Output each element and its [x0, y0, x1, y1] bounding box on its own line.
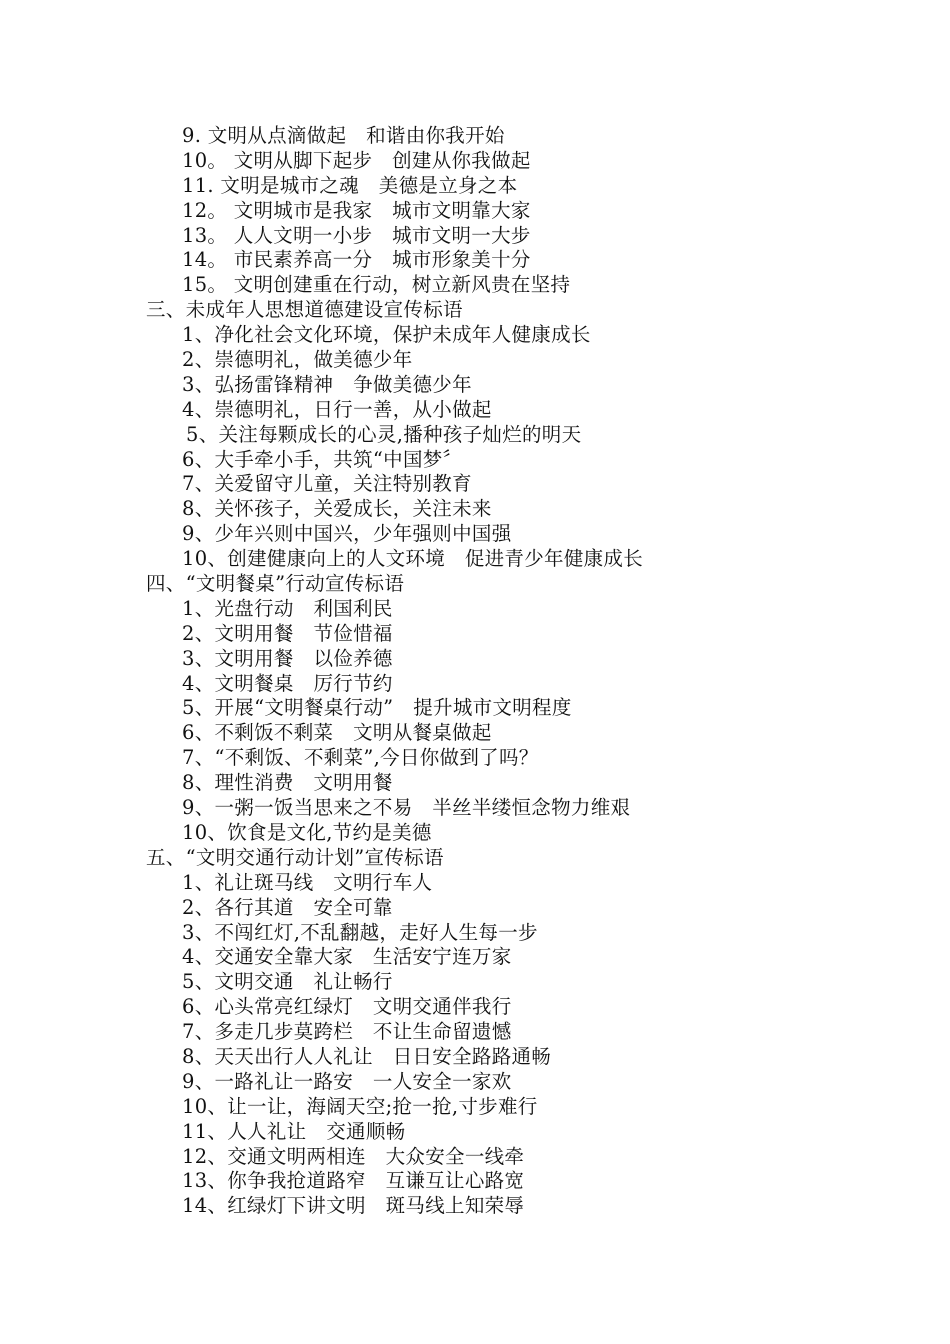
slogan-line: 10。 文明从脚下起步 创建从你我做起 — [182, 148, 531, 172]
slogan-line: 2、崇德明礼，做美德少年 — [182, 348, 413, 372]
slogan-line: 9、少年兴则中国兴，少年强则中国强 — [182, 522, 512, 546]
slogan-line: 1、净化社会文化环境，保护未成年人健康成长 — [182, 323, 591, 347]
slogan-line: 10、创建健康向上的人文环境 促进青少年健康成长 — [182, 547, 644, 571]
slogan-line: 3、文明用餐 以俭养德 — [182, 646, 393, 670]
document-page — [0, 124, 950, 1219]
slogan-line: 4、崇德明礼，日行一善，从小做起 — [182, 397, 492, 421]
slogan-line: 8、关怀孩子，关爱成长，关注未来 — [182, 497, 492, 521]
slogan-line: 11. 文明是城市之魂 美德是立身之本 — [182, 173, 518, 197]
slogan-line: 7、“不剩饭、不剩菜”,今日你做到了吗？ — [182, 746, 539, 770]
slogan-line: 4、交通安全靠大家 生活安宁连万家 — [182, 945, 512, 969]
slogan-line: 6、不剩饭不剩菜 文明从餐桌做起 — [182, 721, 492, 745]
slogan-line: 10、让一让，海阔天空;抢一抢,寸步难行 — [182, 1094, 538, 1118]
slogan-line: 5、开展“文明餐桌行动” 提升城市文明程度 — [182, 696, 572, 720]
slogan-line: 1、光盘行动 利国利民 — [182, 596, 393, 620]
section-heading: 三、未成年人思想道德建设宣传标语 — [146, 298, 463, 322]
section-heading: 四、“文明餐桌”行动宣传标语 — [146, 572, 405, 596]
slogan-line: 10、饮食是文化,节约是美德 — [182, 820, 432, 844]
slogan-line: 3、不闯红灯,不乱翻越，走好人生每一步 — [182, 920, 538, 944]
slogan-line: 13。 人人文明一小步 城市文明一大步 — [182, 223, 531, 247]
slogan-line: 9、一路礼让一路安 一人安全一家欢 — [182, 1069, 512, 1093]
slogan-line: 12。 文明城市是我家 城市文明靠大家 — [182, 198, 531, 222]
slogan-line: 9、一粥一饭当思来之不易 半丝半缕恒念物力维艰 — [182, 796, 631, 820]
slogan-line: 11、人人礼让 交通顺畅 — [182, 1119, 406, 1143]
slogan-line: 1、礼让斑马线 文明行车人 — [182, 870, 433, 894]
section-heading: 五、“文明交通行动计划”宣传标语 — [146, 845, 444, 869]
slogan-line: 9. 文明从点滴做起 和谐由你我开始 — [182, 124, 505, 147]
slogan-line: 14。 市民素养高一分 城市形象美十分 — [182, 248, 531, 272]
slogan-line: 14、红绿灯下讲文明 斑马线上知荣辱 — [182, 1194, 525, 1218]
slogan-line: 7、关爱留守儿童，关注特别教育 — [182, 472, 472, 496]
slogan-line: 15。 文明创建重在行动，树立新风贵在坚持 — [182, 273, 571, 297]
slogan-line: 4、文明餐桌 厉行节约 — [182, 671, 393, 695]
slogan-line: 13、你争我抢道路窄 互谦互让心路宽 — [182, 1169, 525, 1193]
slogan-line: 6、心头常亮红绿灯 文明交通伴我行 — [182, 995, 512, 1019]
slogan-line: 7、多走几步莫跨栏 不让生命留遗憾 — [182, 1020, 512, 1044]
slogan-line: 12、交通文明两相连 大众安全一线牵 — [182, 1144, 525, 1168]
slogan-line: 5、关注每颗成长的心灵,播种孩子灿烂的明天 — [186, 422, 582, 446]
slogan-line: 6、大手牵小手，共筑“中国梦〞 — [182, 447, 463, 471]
slogan-line: 8、理性消费 文明用餐 — [182, 771, 393, 795]
slogan-line: 2、文明用餐 节俭惜福 — [182, 621, 393, 645]
slogan-line: 5、文明交通 礼让畅行 — [182, 970, 393, 994]
slogan-line: 8、天天出行人人礼让 日日安全路路通畅 — [182, 1044, 552, 1068]
slogan-line: 2、各行其道 安全可靠 — [182, 895, 393, 919]
slogan-line: 3、弘扬雷锋精神 争做美德少年 — [182, 372, 472, 396]
